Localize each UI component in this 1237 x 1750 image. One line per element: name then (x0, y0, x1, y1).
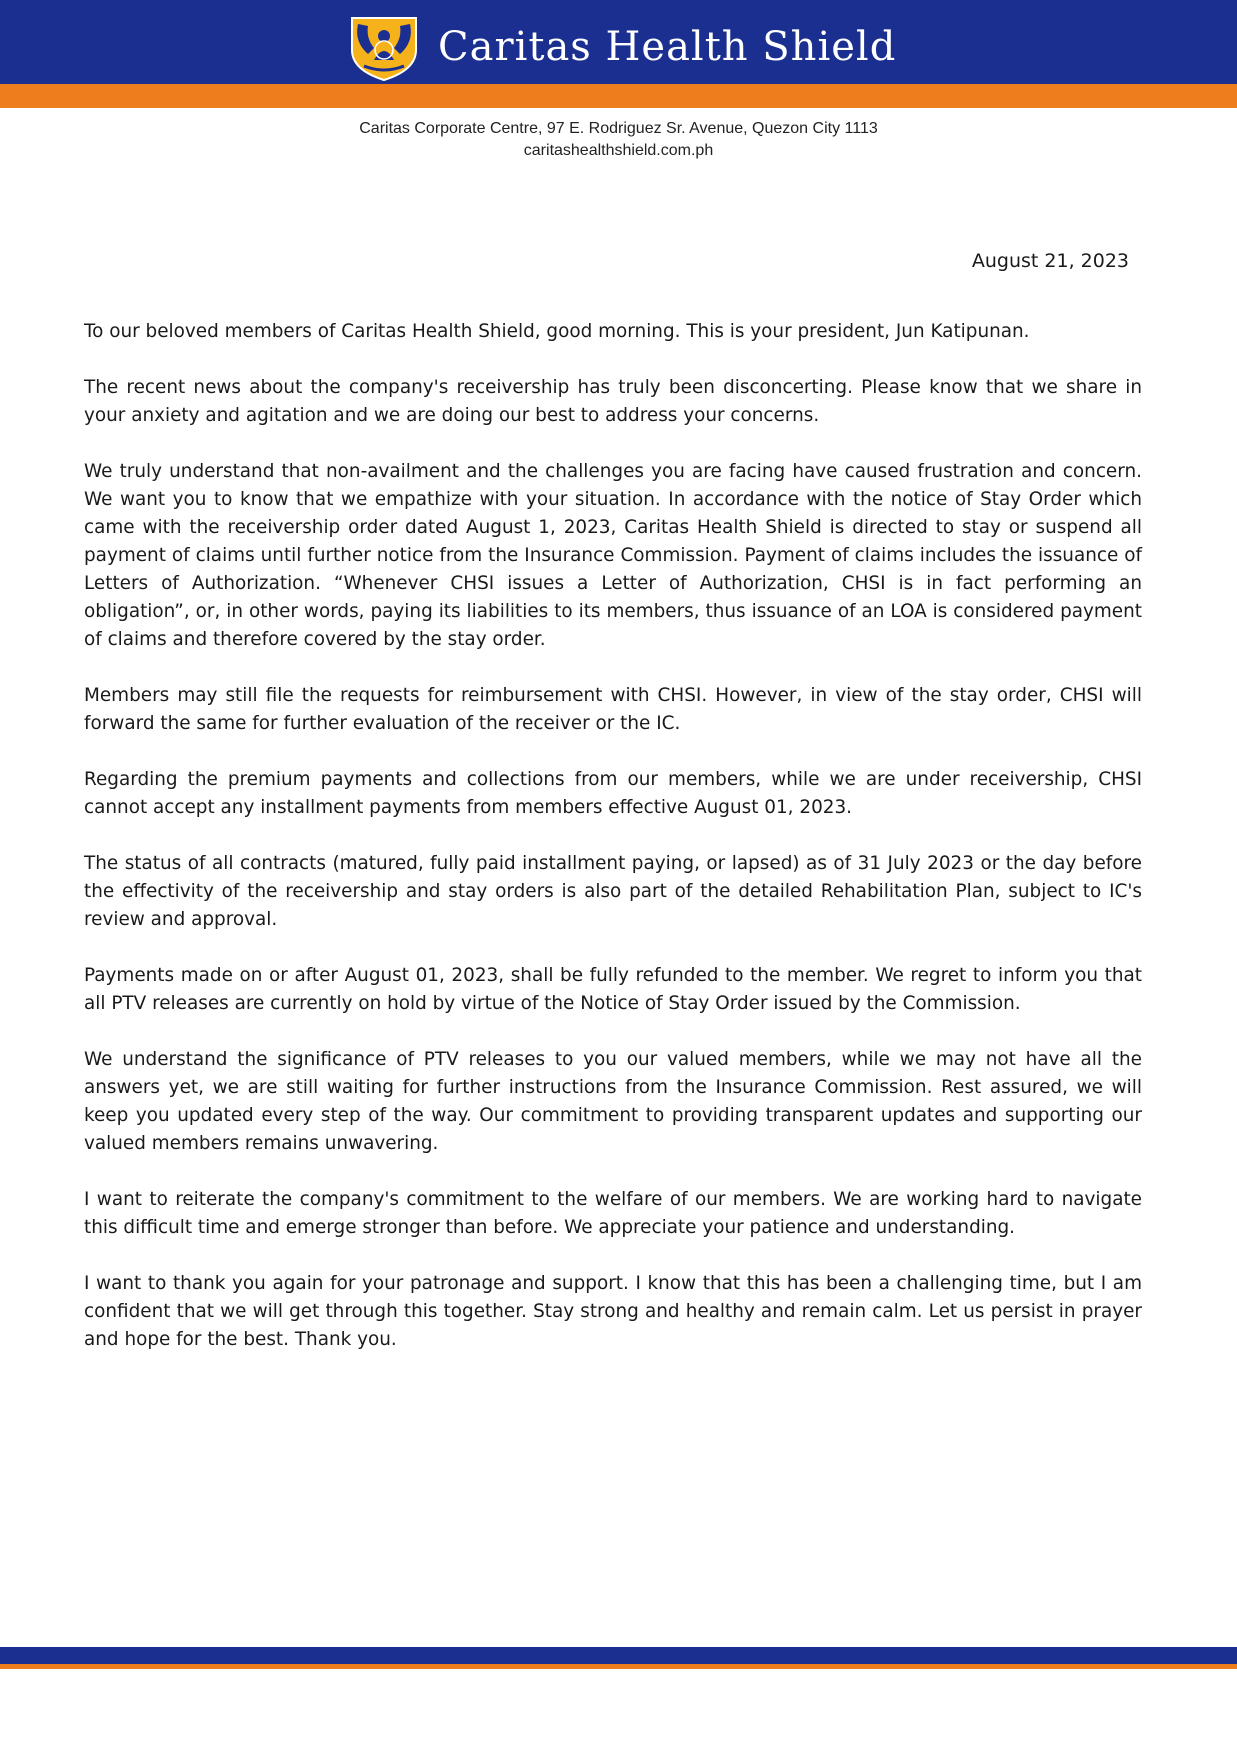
website-link[interactable]: caritashealthshield.com.ph (523, 142, 714, 159)
paragraph-contract-status: The status of all contracts (matured, fully paid installment paying, or lapsed) as of 31 July 2023 or the day before the effectivity of the receivership and stay orders is also part of the detailed Rehabilitation Plan, subject to IC's review and approval. (84, 853, 1142, 930)
paragraph-premium-payments: Regarding the premium payments and collections from our members, while we are under receivership, CHSI cannot accept any installment payments from members effective August 01, 2023. (84, 769, 1142, 818)
company-address (0, 118, 1237, 162)
brand-name: Caritas Health Shield (438, 24, 897, 70)
footer-accent-stripe (0, 1664, 1237, 1669)
paragraph-greeting: To our beloved members of Caritas Health Shield, good morning. This is your president, Jun Katipunan. (84, 321, 1030, 342)
paragraph-refunds: Payments made on or after August 01, 2023, shall be fully refunded to the member. We regret to inform you that all PTV releases are currently on hold by virtue of the Notice of Stay Order issued by the Commission. (84, 965, 1142, 1014)
paragraph-commitment: I want to reiterate the company's commitment to the welfare of our members. We are working hard to navigate this difficult time and emerge stronger than before. We appreciate your patience and understanding. (84, 1189, 1142, 1238)
address-line: Caritas Corporate Centre, 97 E. Rodriguez Sr. Avenue, Quezon City 1113 (359, 120, 878, 137)
paragraph-stay-order: We truly understand that non-availment and the challenges you are facing have caused frustration and concern. We want you to know that we empathize with your situation. In accordance with the notice of Stay Order which came with the receivership order dated August 1, 2023, Caritas Health Shield is directed to stay or suspend all payment of claims until further notice from the Insurance Commission. Payment of claims includes the issuance of Letters of Authorization. “Whenever CHSI issues a Letter of Authorization, CHSI is in fact performing an obligation”, or, in other words, paying its liabilities to its members, thus issuance of an LOA is considered payment of claims and therefore covered by the stay order. (84, 461, 1142, 650)
paragraph-ptv-releases: We understand the significance of PTV releases to you our valued members, while we may not have all the answers yet, we are still waiting for further instructions from the Insurance Commission. Rest assured, we will keep you updated every step of the way. Our commitment to providing transparent updates and supporting our valued members remains unwavering. (84, 1049, 1142, 1154)
letter-date: August 21, 2023 (971, 250, 1129, 272)
letter-body (84, 318, 1142, 1382)
footer-band (0, 1647, 1237, 1664)
brand (344, 12, 896, 82)
caritas-logo (344, 12, 424, 82)
paragraph-reimbursement: Members may still file the requests for reimbursement with CHSI. However, in view of the stay order, CHSI will forward the same for further evaluation of the receiver or the IC. (84, 685, 1142, 734)
paragraph-closing: I want to thank you again for your patronage and support. I know that this has been a challenging time, but I am confident that we will get through this together. Stay strong and healthy and remain calm. Let us persist in prayer and hope for the best. Thank you. (84, 1273, 1142, 1350)
header-accent-stripe (0, 84, 1237, 108)
paragraph-receivership-news: The recent news about the company's receivership has truly been disconcerting. Please know that we share in your anxiety and agitation and we are doing our best to address your concerns. (84, 377, 1142, 426)
